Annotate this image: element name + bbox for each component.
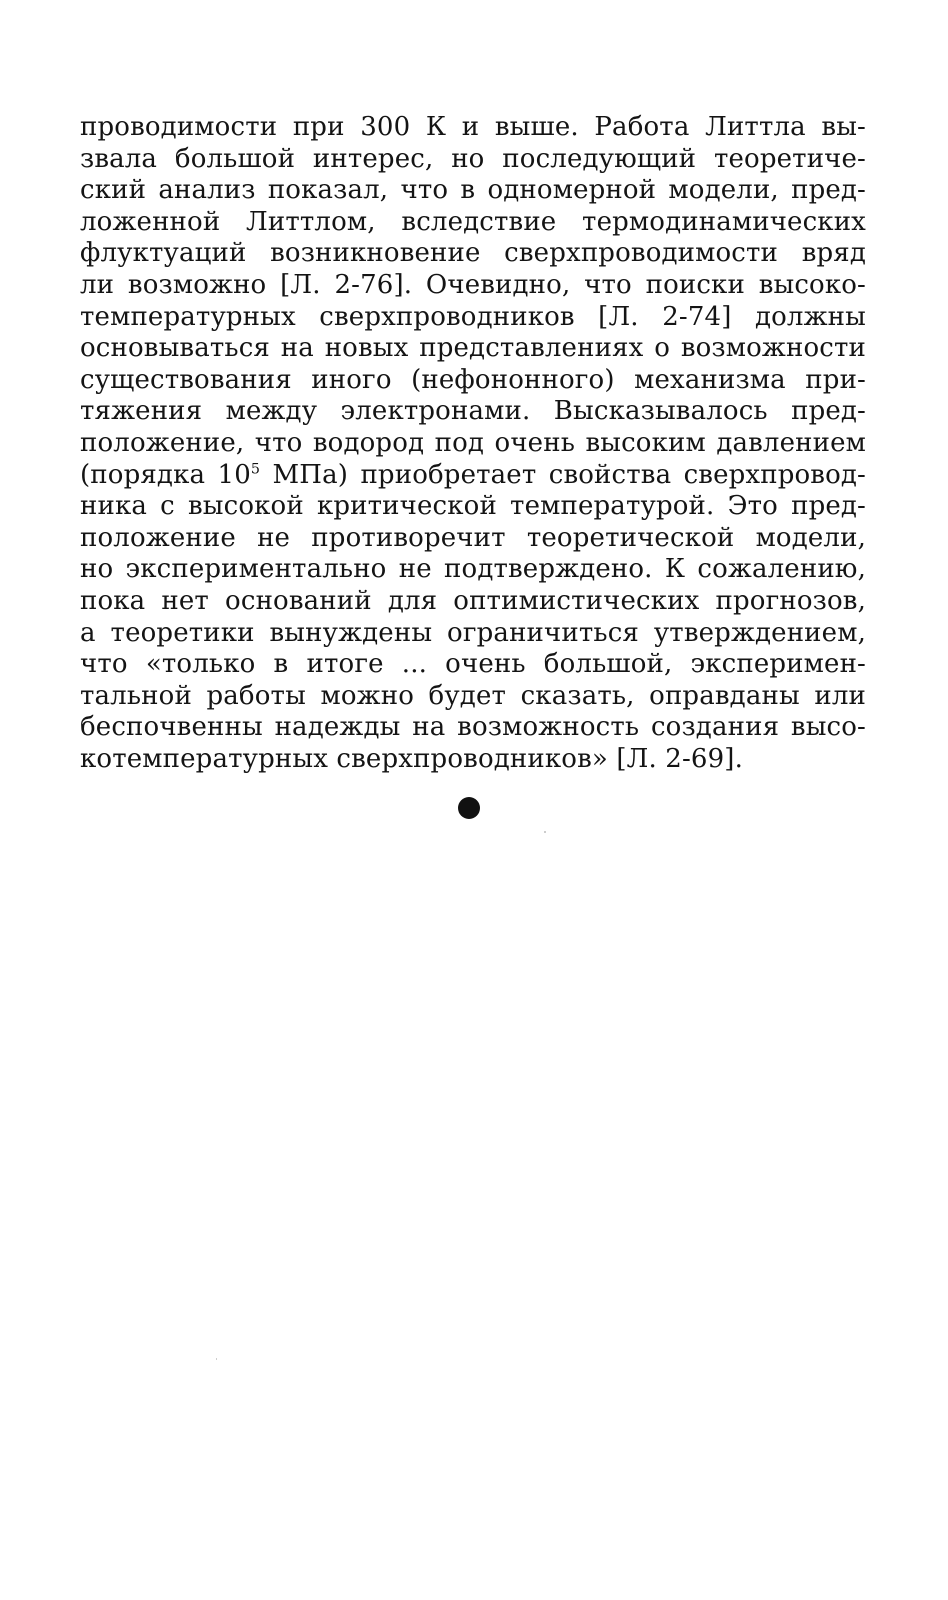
text-line-12-start: (порядка 10	[80, 459, 251, 490]
text-line-15: но экспериментально не подтверждено. К сожалению,	[80, 554, 866, 585]
text-line-2: звала большой интерес, но последующий теоретиче-	[80, 143, 866, 174]
pressure-unit: МПа)	[260, 459, 349, 490]
text-line-21: котемпературных сверхпроводников» [Л. 2-69].	[80, 743, 744, 774]
text-line-3: ский анализ показал, что в одномерной модели, пред-	[80, 175, 866, 206]
text-line-5: флуктуаций возникновение сверхпроводимости вряд	[80, 238, 866, 269]
section-end-dot-icon	[458, 797, 480, 819]
exponent-superscript: 5	[250, 460, 261, 477]
text-line-10: тяжения между электронами. Высказывалось пред-	[80, 396, 866, 427]
text-line-8: основываться на новых представлениях о возможности	[80, 333, 866, 364]
text-line-11: положение, что водород под очень высоким давлением	[80, 427, 866, 458]
text-line-20: беспочвенны надежды на возможность создания высо-	[80, 712, 866, 743]
text-line-19: тальной работы можно будет сказать, оправданы или	[80, 680, 866, 711]
scan-speck	[544, 831, 546, 833]
text-line-14: положение не противоречит теоретической модели,	[80, 522, 866, 553]
scan-speck	[216, 1358, 217, 1360]
text-line-13: ника с высокой критической температурой. Это пред-	[80, 491, 866, 522]
text-line-12	[80, 460, 866, 492]
text-line-1: проводимости при 300 К и выше. Работа Литтла вы-	[80, 112, 866, 142]
text-line-4: ложенной Литтлом, вследствие термодинамических	[80, 206, 866, 237]
text-line-12-end: приобретает свойства сверхпровод-	[360, 459, 866, 490]
body-paragraph	[80, 112, 866, 775]
text-line-18: что «только в итоге ... очень большой, эксперимен-	[80, 649, 866, 680]
text-line-7: температурных сверхпроводников [Л. 2-74] должны	[80, 301, 866, 332]
text-line-16: пока нет оснований для оптимистических прогнозов,	[80, 585, 866, 616]
text-line-9: существования иного (нефононного) механизма при-	[80, 364, 866, 395]
text-line-6: ли возможно [Л. 2-76]. Очевидно, что поиски высоко-	[80, 269, 866, 300]
text-line-17: а теоретики вынуждены ограничиться утверждением,	[80, 617, 866, 648]
